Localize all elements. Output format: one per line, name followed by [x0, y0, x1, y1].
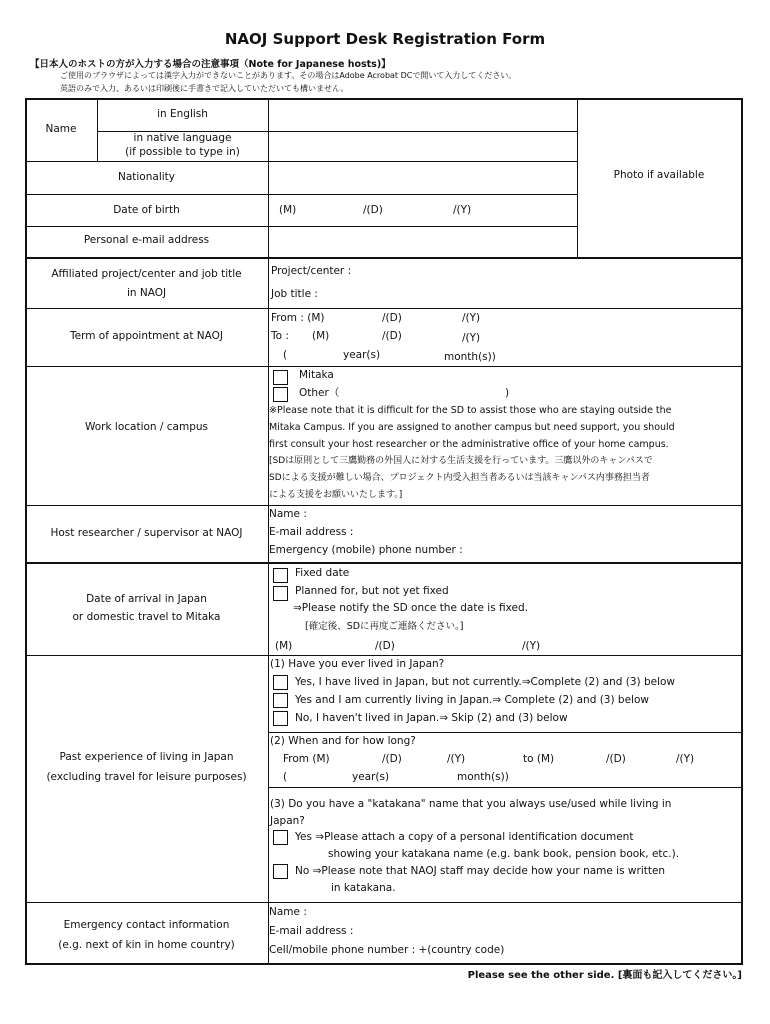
- dob-year[interactable]: /(Y): [453, 204, 472, 216]
- other-campus-checkbox[interactable]: [273, 387, 288, 402]
- registration-form-table: [25, 98, 743, 964]
- term-years[interactable]: year(s): [343, 349, 381, 361]
- past-to-month[interactable]: to (M): [523, 753, 555, 765]
- name-native-label: in native language: [133, 132, 232, 144]
- past-to-day[interactable]: /(D): [606, 753, 626, 765]
- arrival-year[interactable]: /(Y): [522, 640, 541, 652]
- term-open-paren: (: [283, 349, 288, 361]
- other-campus-label: Other（: [299, 387, 340, 399]
- affiliated-label-1: Affiliated project/center and job title: [51, 268, 242, 280]
- note-line-1: ご使用のブラウザによっては漢字入力ができないことがあります。その場合はAdobe Acrobat DCで開いて入力してください。: [60, 71, 517, 80]
- arrival-month[interactable]: (M): [275, 640, 293, 652]
- currently-living-checkbox[interactable]: [273, 693, 288, 708]
- currently-living-label: Yes and I am currently living in Japan.⇒ Complete (2) and (3) below: [295, 694, 649, 706]
- arrival-day[interactable]: /(D): [375, 640, 395, 652]
- host-email-field[interactable]: E-mail address :: [269, 526, 354, 538]
- arrival-label-2: or domestic travel to Mitaka: [72, 611, 221, 623]
- term-to-label: To :: [271, 330, 289, 342]
- term-to-year[interactable]: /(Y): [462, 332, 481, 344]
- dob-day[interactable]: /(D): [363, 204, 383, 216]
- katakana-no-label-2: in katakana.: [331, 882, 396, 894]
- work-note-6: による支援をお願いいたします。]: [269, 490, 403, 500]
- host-name-field[interactable]: Name :: [269, 508, 307, 520]
- past-from-day[interactable]: /(D): [382, 753, 402, 765]
- emergency-label-2: (e.g. next of kin in home country): [58, 939, 235, 951]
- mitaka-checkbox[interactable]: [273, 370, 288, 385]
- work-note-5: SDによる支援が難しい場合、プロジェクト内受入担当者あるいは当該キャンパス内事務担当者: [269, 473, 650, 483]
- past-experience-label-2: (excluding travel for leisure purposes): [46, 771, 247, 783]
- arrival-notify-note: ⇒Please notify the SD once the date is fixed.: [293, 602, 528, 614]
- katakana-yes-checkbox[interactable]: [273, 830, 288, 845]
- planned-date-label: Planned for, but not yet fixed: [295, 585, 449, 597]
- job-title-field[interactable]: Job title :: [271, 288, 318, 300]
- emergency-phone-field[interactable]: Cell/mobile phone number : +(country code): [269, 944, 505, 956]
- project-center-field[interactable]: Project/center :: [271, 265, 352, 277]
- term-from-day[interactable]: /(D): [382, 312, 402, 324]
- never-lived-checkbox[interactable]: [273, 711, 288, 726]
- past-from-year[interactable]: /(Y): [447, 753, 466, 765]
- past-from-month[interactable]: From (M): [283, 753, 330, 765]
- past-question-1: (1) Have you ever lived in Japan?: [270, 658, 445, 670]
- katakana-yes-label: Yes ⇒Please attach a copy of a personal identification document: [295, 831, 634, 843]
- fixed-date-label: Fixed date: [295, 567, 350, 579]
- past-months[interactable]: month(s)): [457, 771, 509, 783]
- past-experience-label-1: Past experience of living in Japan: [59, 751, 234, 763]
- never-lived-label: No, I haven't lived in Japan.⇒ Skip (2) and (3) below: [295, 712, 568, 724]
- arrival-notify-note-jp: [確定後、SDに再度ご連絡ください。]: [305, 621, 464, 632]
- past-years[interactable]: year(s): [352, 771, 390, 783]
- term-from-year[interactable]: /(Y): [462, 312, 481, 324]
- host-label: Host researcher / supervisor at NAOJ: [50, 527, 243, 539]
- term-to-day[interactable]: /(D): [382, 330, 402, 342]
- lived-not-currently-label: Yes, I have lived in Japan, but not currently.⇒Complete (2) and (3) below: [295, 676, 676, 688]
- past-question-3a: (3) Do you have a "katakana" name that you always use/used while living in: [270, 798, 672, 810]
- personal-email-label: Personal e-mail address: [83, 234, 210, 246]
- past-question-2: (2) When and for how long?: [270, 735, 416, 747]
- katakana-no-checkbox[interactable]: [273, 864, 288, 879]
- emergency-name-field[interactable]: Name :: [269, 906, 307, 918]
- term-from-month[interactable]: From : (M): [271, 312, 325, 324]
- photo-placeholder: Photo if available: [613, 169, 705, 181]
- work-note-4: [SDは原則として三鷹勤務の外国人に対する生活支援を行っています。三鷹以外のキャンパスで: [269, 456, 653, 466]
- planned-date-checkbox[interactable]: [273, 586, 288, 601]
- mitaka-option-label: Mitaka: [299, 369, 334, 381]
- note-line-2: 英語のみで入力、あるいは印刷後に手書きで記入していただいても構いません。: [60, 84, 349, 93]
- arrival-label-1: Date of arrival in Japan: [86, 593, 207, 605]
- work-location-label: Work location / campus: [84, 421, 209, 433]
- affiliated-label-2: in NAOJ: [126, 287, 167, 299]
- work-note-1: ※Please note that it is difficult for the SD to assist those who are staying outside the: [269, 405, 672, 416]
- term-label: Term of appointment at NAOJ: [69, 330, 224, 342]
- date-of-birth-label: Date of birth: [113, 204, 180, 216]
- work-note-2: Mitaka Campus. If you are assigned to another campus but need support, you should: [269, 422, 675, 433]
- footer-note: Please see the other side. [裏面も記入してください。]: [467, 970, 742, 981]
- emergency-email-field[interactable]: E-mail address :: [269, 925, 354, 937]
- past-question-3b: Japan?: [270, 815, 305, 827]
- past-open-paren: (: [283, 771, 288, 783]
- katakana-yes-label-2: showing your katakana name (e.g. bank book, pension book, etc.).: [328, 848, 680, 860]
- name-in-english-label: in English: [157, 108, 208, 120]
- term-months[interactable]: month(s)): [444, 351, 496, 363]
- lived-not-currently-checkbox[interactable]: [273, 675, 288, 690]
- fixed-date-checkbox[interactable]: [273, 568, 288, 583]
- form-title: NAOJ Support Desk Registration Form: [224, 30, 546, 48]
- name-native-sub-label: (if possible to type in): [125, 146, 240, 158]
- work-note-3: first consult your host researcher or the administrative office of your home campus.: [269, 439, 669, 450]
- term-to-month[interactable]: (M): [312, 330, 330, 342]
- nationality-label: Nationality: [117, 171, 175, 183]
- host-phone-field[interactable]: Emergency (mobile) phone number :: [269, 544, 463, 556]
- dob-month[interactable]: (M): [279, 204, 297, 216]
- note-heading: 【日本人のホストの方が入力する場合の注意事項（Note for Japanese hosts)】: [30, 59, 391, 70]
- other-campus-close: ): [505, 387, 510, 399]
- past-to-year[interactable]: /(Y): [676, 753, 695, 765]
- katakana-no-label: No ⇒Please note that NAOJ staff may decide how your name is written: [295, 865, 666, 877]
- emergency-label-1: Emergency contact information: [63, 919, 230, 931]
- name-label: Name: [45, 123, 77, 135]
